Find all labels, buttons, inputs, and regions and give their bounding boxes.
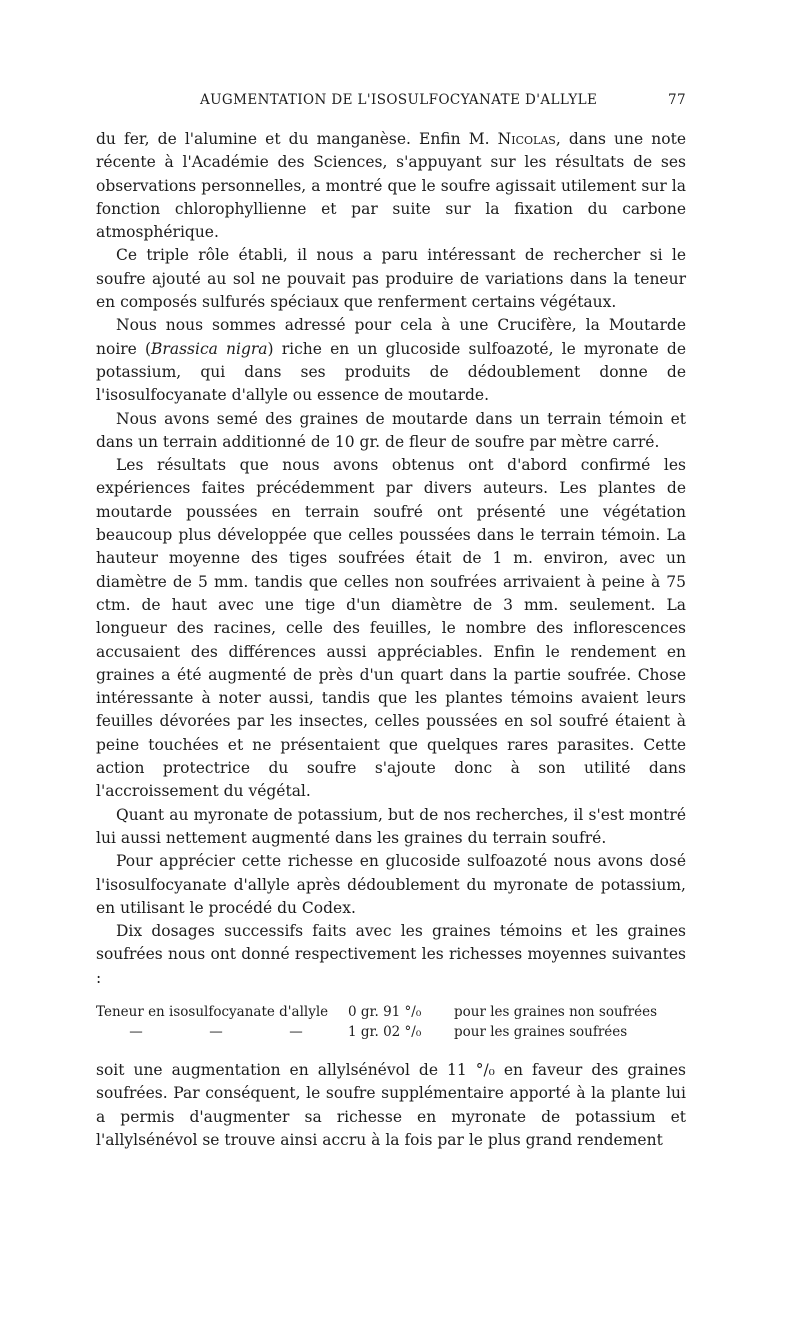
row-description: pour les graines non soufrées: [454, 1003, 658, 1020]
row-label: Teneur en isosulfocyanate d'allyle: [96, 1003, 329, 1020]
ditto-dash: —: [209, 1023, 223, 1040]
paragraph-8: Dix dosages successifs faits avec les graines témoins et les graines soufrées nous ont donné respectivement les richesses moyennes suivantes :: [96, 922, 686, 987]
paragraph-3: [96, 314, 686, 407]
running-title: AUGMENTATION DE L'ISOSULFOCYANATE D'ALLYLE: [200, 92, 598, 108]
body-text: [96, 128, 686, 1152]
author-name-nicolas: Nicolas: [497, 130, 556, 148]
table-row: [96, 1002, 686, 1022]
paragraph-5: Les résultats que nous avons obtenus ont d'abord confirmé les expériences faites précédemment par divers auteurs. Les plantes de moutarde poussées en terrain soufré ont présenté une végétation beaucoup plus développée que celles poussées dans le terrain témoin. La hauteur moyenne des tiges soufrées était de 1 m. environ, avec un diamètre de 5 mm. tandis que celles non soufrées arrivaient à peine à 75 ctm. de haut avec une tige d'un diamètre de 3 mm. seulement. La longueur des racines, celle des feuilles, le nombre des inflorescences accusaient des différences aussi appréciables. Enfin le rendement en graines a été augmenté de près d'un quart dans la partie soufrée. Chose intéressante à noter aussi, tandis que les plantes témoins avaient leurs feuilles dévorées par les insectes, celles poussées en sol soufré étaient à peine touchées et ne présentaient que quelques rares parasites. Cette action protectrice du soufre s'ajoute donc à son utilité dans l'accroissement du végétal.: [96, 456, 686, 801]
paragraph-7: Pour apprécier cette richesse en glucoside sulfoazoté nous avons dosé l'isosulfocyanate d'allyle après dédoublement du myronate de potassium, en utilisant le procédé du Codex.: [96, 852, 686, 917]
results-table: [96, 1002, 686, 1042]
species-name: Brassica nigra: [151, 339, 268, 358]
paragraph-6: Quant au myronate de potassium, but de nos recherches, il s'est montré lui aussi nettement augmenté dans les graines du terrain soufré.: [96, 805, 686, 847]
paragraph-1-text-b: , dans une note récente à l'Académie des Sciences, s'appuyant sur les résultats de ses observations personnelles, a montré que le soufre agissait utilement sur la fonction chlorophyllienne et par suite sur la fixation du carbone atmosphérique.: [96, 130, 686, 242]
ditto-dash: —: [129, 1023, 143, 1040]
paragraph-2: Ce triple rôle établi, il nous a paru intéressant de rechercher si le soufre ajouté au sol ne pouvait pas produire de variations dans la teneur en composés sulfurés spéciaux que renferment certains végétaux.: [96, 246, 686, 312]
paragraph-3-text-b: ) riche en un glucoside sulfoazoté, le myronate de potassium, qui dans ses produits de dédoublement donne de l'isosulfocyanate d'allyle ou essence de moutarde.: [96, 339, 686, 405]
row-value: 0 gr. 91 °/₀: [348, 1003, 422, 1020]
paragraph-3-text-a: Nous nous sommes adressé pour cela à une Crucifère, la Moutarde noire (: [96, 316, 686, 358]
row-ditto-marks: [96, 1022, 348, 1042]
ditto-dash: —: [289, 1023, 303, 1040]
paragraph-1: [96, 128, 686, 244]
paragraph-9: soit une augmentation en allylsénévol de 11 °/₀ en faveur des graines soufrées. Par conséquent, le soufre supplémentaire apporté à la plante lui a permis d'augmenter sa richesse en myronate de potassium et l'allylsénévol se trouve ainsi accru à la fois par le plus grand rendement: [96, 1060, 686, 1149]
table-row: [96, 1022, 686, 1042]
row-value: 1 gr. 02 °/₀: [348, 1023, 422, 1040]
row-description: pour les graines soufrées: [454, 1023, 628, 1040]
paragraph-4: Nous avons semé des graines de moutarde dans un terrain témoin et dans un terrain additionné de 10 gr. de fleur de soufre par mètre carré.: [96, 409, 686, 451]
page-number: 77: [668, 92, 686, 108]
paragraph-1-text-a: du fer, de l'alumine et du manganèse. Enfin M.: [96, 130, 498, 148]
